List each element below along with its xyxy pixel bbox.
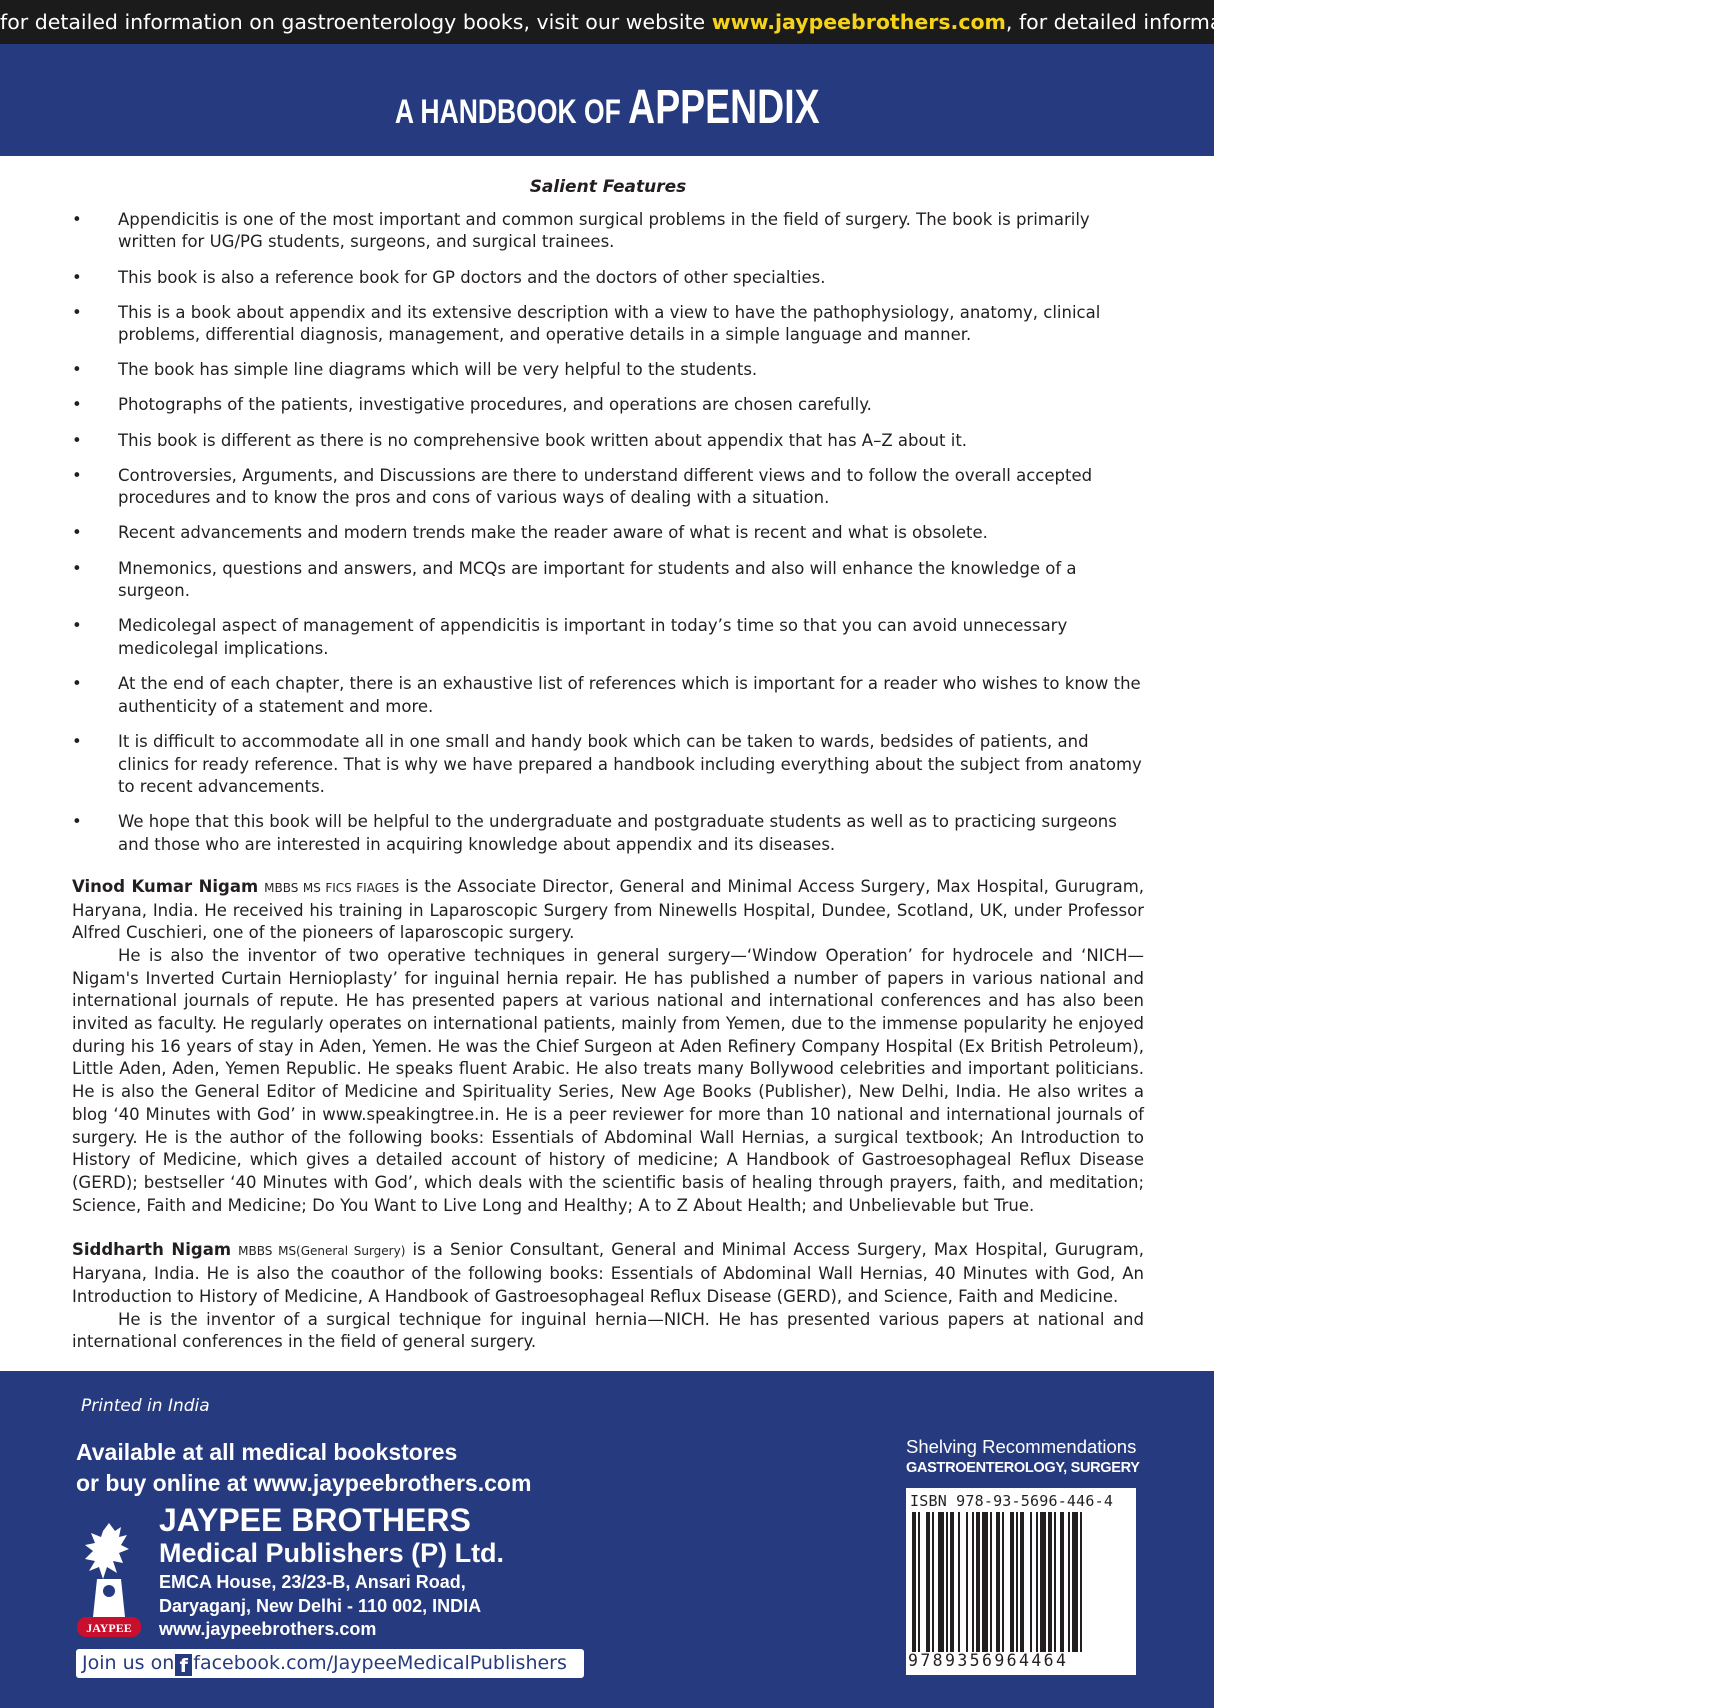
features-list bbox=[72, 209, 1144, 857]
feature-item bbox=[72, 615, 1144, 660]
feature-item bbox=[72, 811, 1144, 856]
barcode-bar bbox=[990, 1512, 992, 1652]
barcode-bar bbox=[1072, 1512, 1078, 1652]
feature-item bbox=[72, 267, 1144, 290]
feature-item bbox=[72, 394, 1144, 417]
publisher-name-line-1: JAYPEE BROTHERS bbox=[159, 1502, 471, 1538]
author-bio-text-2: He is also the inventor of two operative techniques in general surgery—‘Window Operation’ for hydrocele and ‘NICH—Nigam's Inverted Curtain Hernioplasty’ for inguinal hernia repair. He has published a number of papers in various national and international journals of repute. He has presented papers at various national and international conferences and has also been invited as faculty. He regularly operates on international patients, mainly from Yemen, due to the immense popularity he enjoyed during his 16 years of stay in Aden, Yemen. He was the Chief Surgeon at Aden Refinery Company Hospital (Ex British Petroleum), Little Aden, Aden, Yemen Republic. He speaks fluent Arabic. He also treats many Bollywood celebrities and important politicians. He is also the General Editor of Medicine and Spirituality Series, New Age Books (Publisher), New Delhi, India. He also writes a blog ‘40 Minutes with God’ in www.speakingtree.in. He is a peer reviewer for more than 10 national and international journals of surgery. He is the author of the following books: Essentials of Abdominal Wall Hernias, a surgical textbook; An Introduction to History of Medicine, which gives a detailed account of history of medicine; A Handbook of Gastroesophageal Reflux Disease (GERD); bestseller ‘40 Minutes with God’, which deals with the scientific basis of healing through prayers, faith, and meditation; Science, Faith and Medicine; Do You Want to Live Long and Healthy; A to Z About Health; and Unbelievable but True. bbox=[72, 945, 1144, 1215]
feature-item bbox=[72, 359, 1144, 382]
feature-text: This book is different as there is no comprehensive book written about appendix that has A–Z about it. bbox=[118, 430, 968, 450]
publisher-website[interactable]: www.jaypeebrothers.com bbox=[159, 1619, 377, 1639]
top-banner bbox=[0, 0, 1724, 44]
banner-url[interactable]: www.jaypeebrothers.com bbox=[711, 10, 1006, 34]
bullet-marker: • bbox=[72, 302, 82, 322]
author-bio-1 bbox=[72, 876, 1144, 1218]
printed-in: Printed in India bbox=[81, 1396, 210, 1416]
barcode-bar bbox=[1020, 1512, 1024, 1652]
feature-item bbox=[72, 209, 1144, 254]
barcode-bar bbox=[1016, 1512, 1018, 1652]
ean-digits: 9789356964464 bbox=[908, 1651, 1069, 1670]
barcode-bar bbox=[932, 1512, 934, 1652]
shelving-recommendations bbox=[906, 1436, 1140, 1478]
feature-text: Mnemonics, questions and answers, and MCQs are important for students and also will enhance the knowledge of a surgeon. bbox=[118, 558, 1077, 601]
bullet-marker: • bbox=[72, 430, 82, 450]
barcode-bar bbox=[1060, 1512, 1064, 1652]
banner-text: for detailed information on gastroenterology books, visit our website bbox=[0, 10, 712, 34]
book-title bbox=[0, 80, 1214, 135]
feature-item bbox=[72, 522, 1144, 545]
barcode-bar bbox=[1036, 1512, 1038, 1652]
availability-line-1: Available at all medical bookstores bbox=[76, 1439, 458, 1465]
back-cover-content bbox=[72, 176, 1144, 1354]
title-band bbox=[0, 44, 1214, 156]
feature-text: This is a book about appendix and its extensive description with a view to have the pathophysiology, anatomy, clinical problems, differential diagnosis, management, and operative details in a simple language and manner. bbox=[118, 302, 1101, 345]
isbn-number: ISBN 978-93-5696-446-4 bbox=[910, 1492, 1114, 1510]
coauthor-name: Siddharth Nigam bbox=[72, 1240, 232, 1260]
coauthor-bio-text: is a Senior Consultant, General and Minimal Access Surgery, Max Hospital, Gurugram, Haryana, India. He is also the coauthor of the following books: Essentials of Abdominal Wall Hernias, 40 Minutes with God, An Introduction to History of Medicine, A Handbook of Gastroesophageal Reflux Disease (GERD), and Science, Faith and Medicine. bbox=[72, 1240, 1144, 1306]
banner-text-repeat: , for detailed information on gastroenterology books, visit our website bbox=[1005, 10, 1724, 34]
feature-text: Controversies, Arguments, and Discussions are there to understand different views and to follow the overall accepted procedures and to know the pros and cons of various ways of dealing with a situation. bbox=[118, 465, 1093, 508]
social-prefix: Join us on bbox=[82, 1652, 175, 1674]
bullet-marker: • bbox=[72, 616, 82, 636]
feature-text: This book is also a reference book for GP doctors and the doctors of other specialties. bbox=[118, 267, 826, 287]
address-line-1: EMCA House, 23/23-B, Ansari Road, bbox=[159, 1572, 466, 1592]
coauthor-bio-text-2: He is the inventor of a surgical technique for inguinal hernia—NICH. He has presented various papers at national and international conferences in the field of general surgery. bbox=[72, 1309, 1144, 1352]
feature-text: Recent advancements and modern trends make the reader aware of what is recent and what is obsolete. bbox=[118, 523, 988, 543]
barcode-bar bbox=[996, 1512, 1000, 1652]
feature-item bbox=[72, 302, 1144, 347]
address-line-2: Daryaganj, New Delhi - 110 002, INDIA bbox=[159, 1595, 482, 1616]
barcode-bar bbox=[938, 1512, 944, 1652]
facebook-icon: f bbox=[175, 1654, 192, 1676]
publisher-name-line-2: Medical Publishers (P) Ltd. bbox=[159, 1538, 505, 1568]
bullet-marker: • bbox=[72, 465, 82, 485]
barcode-bar bbox=[918, 1512, 920, 1652]
barcode-bar bbox=[958, 1512, 960, 1652]
barcode-bar bbox=[1002, 1512, 1004, 1652]
feature-item bbox=[72, 558, 1144, 603]
book-title-main: APPENDIX bbox=[627, 81, 820, 134]
bullet-marker: • bbox=[72, 812, 82, 832]
feature-item bbox=[72, 731, 1144, 799]
author-bio-text: is the Associate Director, General and Minimal Access Surgery, Max Hospital, Gurugram, Haryana, India. He received his training in Laparoscopic Surgery from Ninewells Hospital, Dundee, Scotland, UK, under Professor Alfred Cuschieri, one of the pioneers of laparoscopic surgery. bbox=[72, 876, 1145, 943]
barcode-bar bbox=[966, 1512, 968, 1652]
barcode-bar bbox=[1054, 1512, 1056, 1652]
footer-band bbox=[0, 1371, 1214, 1708]
feature-text: At the end of each chapter, there is an exhaustive list of references which is important for a reader who wishes to know the authenticity of a statement and more. bbox=[118, 674, 1141, 716]
publisher-address bbox=[159, 1571, 481, 1642]
bullet-marker: • bbox=[72, 558, 82, 578]
bullet-marker: • bbox=[72, 360, 82, 380]
barcode-bar bbox=[912, 1512, 916, 1652]
shelving-heading: Shelving Recommendations bbox=[906, 1436, 1137, 1457]
feature-text: We hope that this book will be helpful to the undergraduate and postgraduate students as well as to practicing surgeons and those who are interested in acquiring knowledge about appendix and its diseases. bbox=[118, 812, 1117, 855]
feature-item bbox=[72, 430, 1144, 453]
barcode-bar bbox=[1010, 1512, 1014, 1652]
jaypee-logo-label: JAYPEE bbox=[86, 1621, 132, 1635]
barcode-bar bbox=[1080, 1512, 1082, 1652]
feature-text: Photographs of the patients, investigative procedures, and operations are chosen carefully. bbox=[118, 395, 872, 415]
bullet-marker: • bbox=[72, 523, 82, 543]
feature-text: Appendicitis is one of the most important and common surgical problems in the field of surgery. The book is primarily written for UG/PG students, surgeons, and surgical trainees. bbox=[118, 209, 1090, 252]
barcode-bar bbox=[1048, 1512, 1052, 1652]
book-title-prefix: A HANDBOOK OF bbox=[394, 93, 628, 131]
barcode-bar bbox=[1040, 1512, 1046, 1652]
features-heading: Salient Features bbox=[529, 177, 687, 197]
bullet-marker: • bbox=[72, 731, 82, 751]
publisher-name bbox=[159, 1503, 504, 1569]
bullet-marker: • bbox=[72, 674, 82, 694]
coauthor-degrees: MBBS MS(General Surgery) bbox=[238, 1244, 406, 1259]
author-name: Vinod Kumar Nigam bbox=[72, 876, 259, 896]
feature-text: The book has simple line diagrams which will be very helpful to the students. bbox=[118, 360, 758, 380]
barcode-bar bbox=[982, 1512, 988, 1652]
author-degrees: MBBS MS FICS FIAGES bbox=[264, 880, 400, 895]
barcode-bar bbox=[1068, 1512, 1070, 1652]
barcode-panel bbox=[906, 1488, 1136, 1675]
barcode-bar bbox=[950, 1512, 954, 1652]
author-bio-2 bbox=[72, 1239, 1144, 1354]
availability-text bbox=[76, 1437, 531, 1499]
bullet-marker: • bbox=[72, 267, 82, 287]
bullet-marker: • bbox=[72, 209, 82, 229]
facebook-url[interactable]: facebook.com/JaypeeMedicalPublishers bbox=[193, 1652, 567, 1674]
barcode-bar bbox=[1030, 1512, 1032, 1652]
facebook-link[interactable] bbox=[76, 1649, 584, 1678]
availability-line-2[interactable]: or buy online at www.jaypeebrothers.com bbox=[76, 1470, 532, 1496]
feature-item bbox=[72, 673, 1144, 718]
feature-text: It is difficult to accommodate all in one small and handy book which can be taken to wards, bedsides of patients, and clinics for ready reference. That is why we have prepared a handbook including everything about the subject from anatomy to recent advancements. bbox=[118, 731, 1142, 797]
bullet-marker: • bbox=[72, 395, 82, 415]
barcode-bar bbox=[946, 1512, 948, 1652]
barcode-bar bbox=[976, 1512, 980, 1652]
barcode-bar bbox=[972, 1512, 974, 1652]
barcode-bar bbox=[926, 1512, 930, 1652]
jaypee-logo-icon bbox=[73, 1521, 145, 1641]
isbn-barcode bbox=[912, 1512, 1130, 1652]
feature-text: Medicolegal aspect of management of appendicitis is important in today’s time so that you can avoid unnecessary medicolegal implications. bbox=[118, 616, 1068, 659]
shelving-categories: GASTROENTEROLOGY, SURGERY bbox=[906, 1460, 1140, 1476]
feature-item bbox=[72, 465, 1144, 510]
